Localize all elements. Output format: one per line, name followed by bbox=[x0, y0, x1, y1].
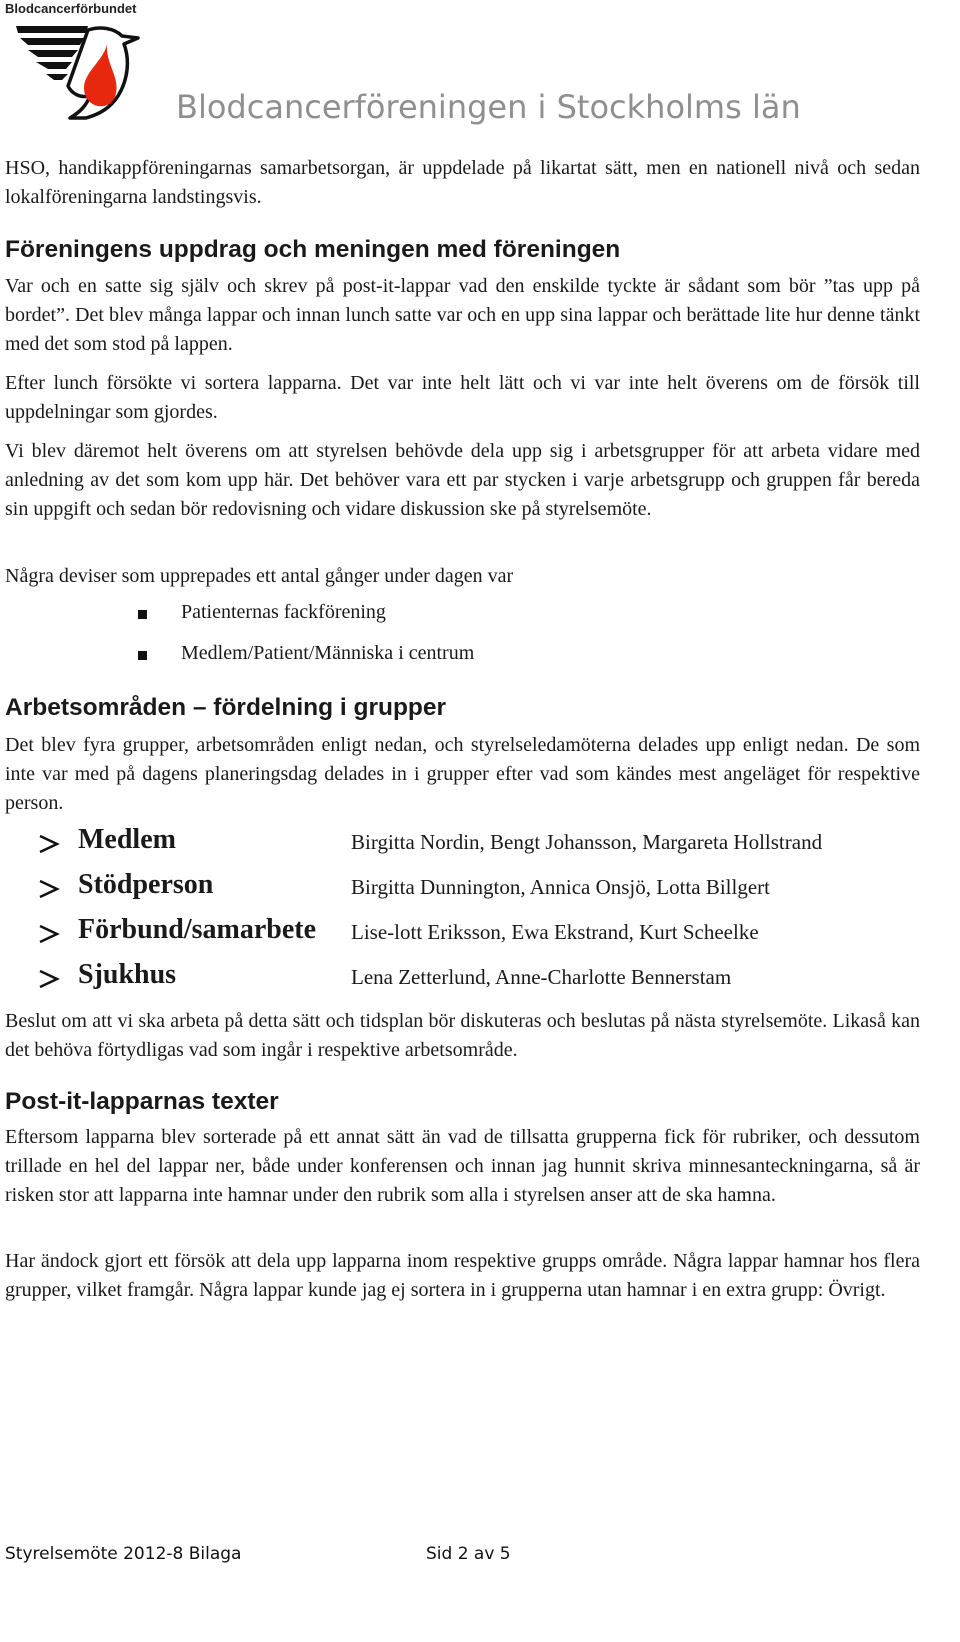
group-row bbox=[38, 869, 928, 913]
group-name: Sjukhus bbox=[78, 959, 177, 990]
brand-name: Blodcancerförbundet bbox=[5, 1, 137, 16]
group-name: Förbund/samarbete bbox=[78, 914, 316, 945]
arrowhead-bullet-icon bbox=[38, 834, 60, 854]
list-item-text: Medlem/Patient/Människa i centrum bbox=[181, 642, 475, 664]
group-members: Lise-lott Eriksson, Ewa Ekstrand, Kurt Scheelke bbox=[351, 920, 759, 944]
section-paragraph: Efter lunch försökte vi sortera lapparna. Det var inte helt lätt och vi var inte helt överens om de försök till uppdelningar som gjordes. bbox=[5, 372, 920, 423]
section-paragraph: Vi blev däremot helt överens om att styrelsen behövde dela upp sig i arbetsgrupper för att arbeta vidare med anledning av det som kom upp här. Det behöver vara ett par stycken i varje arbetsgrupp och gruppen får bereda sin uppgift och sedan bör redovisning och vidare diskussion ske på styrelsemöte. bbox=[5, 440, 920, 520]
group-row bbox=[38, 959, 928, 1003]
intro-paragraph: HSO, handikappföreningarnas samarbetsorgan, är uppdelade på likartat sätt, men en nationell nivå och sedan lokalföreningarna landstingsvis. bbox=[5, 157, 920, 208]
section-paragraph: Några deviser som upprepades ett antal gånger under dagen var bbox=[5, 565, 514, 587]
section-paragraph: Har ändock gjort ett försök att dela upp lapparna inom respektive grupps område. Några lappar hamnar hos flera grupper, vilket framgår. Några lappar kunde jag ej sortera in i grupperna utan hamnar i en extra grupp: Övrigt. bbox=[5, 1250, 920, 1301]
group-members: Birgitta Nordin, Bengt Johansson, Margareta Hollstrand bbox=[351, 830, 823, 854]
footer-meeting: Styrelsemöte 2012-8 Bilaga bbox=[5, 1544, 242, 1564]
square-bullet-icon bbox=[138, 610, 147, 619]
group-members: Birgitta Dunnington, Annica Onsjö, Lotta Billgert bbox=[351, 875, 770, 899]
section-paragraph: Det blev fyra grupper, arbetsområden enligt nedan, och styrelseledamöterna delades upp enligt nedan. De som inte var med på dagens planeringsdag delades in i grupper efter vad som kändes mest angeläget för respektive person. bbox=[5, 734, 920, 814]
group-name: Stödperson bbox=[78, 869, 214, 900]
section-heading: Föreningens uppdrag och meningen med föreningen bbox=[5, 236, 621, 263]
footer-page-number: Sid 2 av 5 bbox=[426, 1544, 511, 1564]
arrowhead-bullet-icon bbox=[38, 924, 60, 944]
group-row bbox=[38, 824, 928, 868]
section-paragraph: Eftersom lapparna blev sorterade på ett annat sätt än vad de tillsatta grupperna fick för rubriker, och dessutom trillade en hel del lappar ner, både under konferensen och innan jag hunnit skriva minnesanteckningarna, så är risken stor att lapparna inte hamnar under den rubrik som alla i styrelsen anser att de ska hamna. bbox=[5, 1126, 920, 1206]
section-paragraph: Beslut om att vi ska arbeta på detta sätt och tidsplan bör diskuteras och beslutas på nästa styrelsemöte. Likaså kan det behöva förtydligas vad som ingår i respektive arbetsområde. bbox=[5, 1010, 920, 1061]
group-row bbox=[38, 914, 928, 958]
group-members: Lena Zetterlund, Anne-Charlotte Bennerstam bbox=[351, 965, 732, 989]
arrowhead-bullet-icon bbox=[38, 879, 60, 899]
group-name: Medlem bbox=[78, 824, 176, 855]
square-bullet-icon bbox=[138, 651, 147, 660]
org-title: Blodcancerföreningen i Stockholms län bbox=[176, 88, 801, 126]
section-heading: Arbetsområden – fördelning i grupper bbox=[5, 694, 447, 721]
arrowhead-bullet-icon bbox=[38, 969, 60, 989]
section-paragraph: Var och en satte sig själv och skrev på post-it-lappar vad den enskilde tyckte är sådant som bör ”tas upp på bordet”. Det blev många lappar och innan lunch satte var och en upp sina lappar och berättade lite hur denne tänkt med det som stod på lappen. bbox=[5, 275, 920, 355]
section-heading: Post-it-lapparnas texter bbox=[5, 1088, 279, 1115]
bird-with-red-drop-logo bbox=[14, 26, 142, 120]
list-item-text: Patienternas fackförening bbox=[181, 601, 386, 623]
